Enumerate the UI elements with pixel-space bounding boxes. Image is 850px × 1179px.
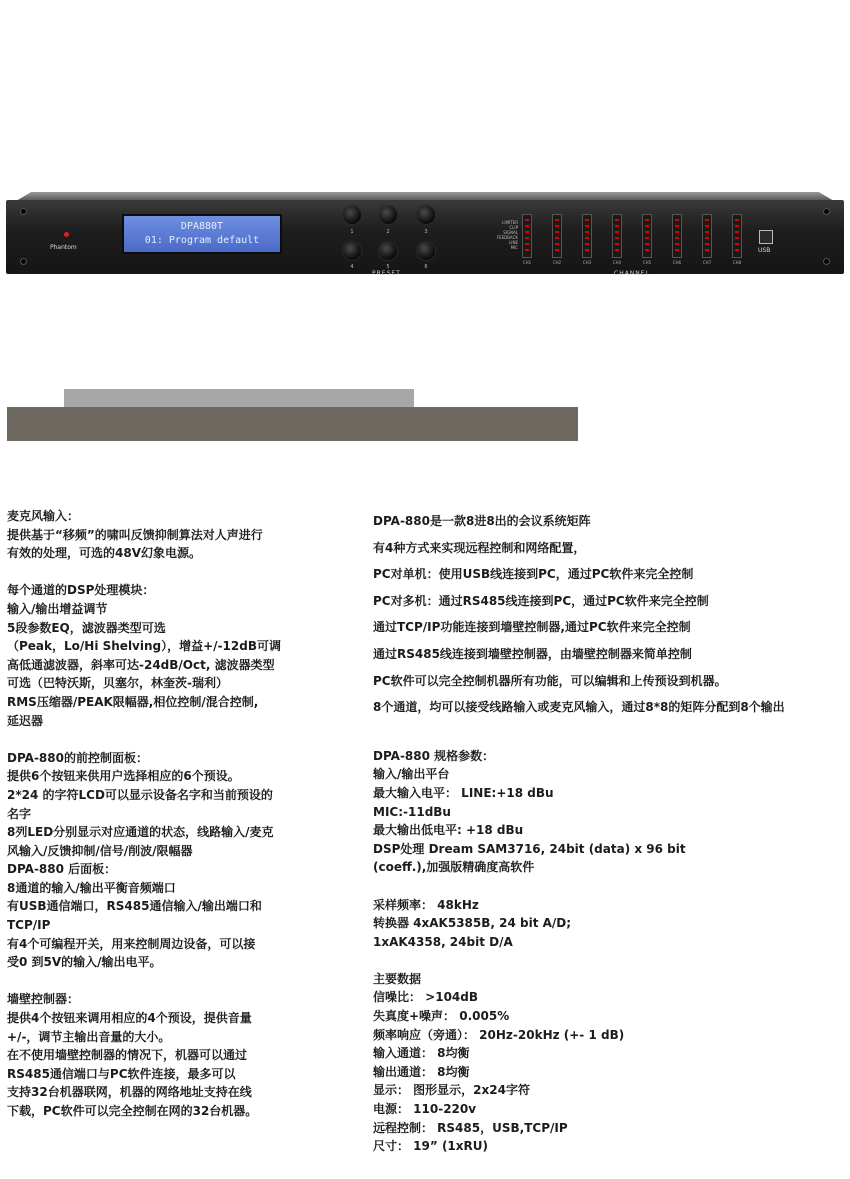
main-data-line: 输入通道： 8均衡 <box>373 1046 470 1061</box>
channel-meter <box>672 214 682 258</box>
meter-legend-item: LINE <box>509 240 518 245</box>
preset-number: 5 <box>386 264 390 270</box>
preset-button-4 <box>343 242 361 260</box>
meter-legend-item: LIMITER <box>502 220 518 225</box>
meter-led <box>615 231 619 233</box>
meter-led <box>735 249 739 251</box>
rack-hole <box>20 208 27 215</box>
preset-button-2 <box>379 206 397 224</box>
left-column <box>7 507 342 1121</box>
front-panel-line: 2*24 的字符LCD可以显示设备名字和当前预设的 <box>7 787 273 802</box>
meter-led <box>645 225 649 227</box>
channel-name: CH4 <box>612 260 622 265</box>
dsp-line: 输入/输出增益调节 <box>7 601 108 616</box>
dsp-line: 延迟器 <box>7 713 44 728</box>
meter-led <box>615 219 619 221</box>
dsp-line: RMS压缩器/PEAK限幅器,相位控制/混合控制, <box>7 694 259 709</box>
meter-led <box>735 219 739 221</box>
meter-led <box>555 219 559 221</box>
rear-panel-line: 有USB通信端口，RS485通信输入/输出端口和 <box>7 899 262 914</box>
meter-led <box>675 237 679 239</box>
dsp-heading: 每个通道的DSP处理模块： <box>7 583 155 598</box>
intro-line: 通过RS485线连接到墙壁控制器，由墙壁控制器来简单控制 <box>373 646 692 661</box>
intro-block <box>373 508 850 721</box>
meter-led <box>615 249 619 251</box>
meter-led <box>705 219 709 221</box>
spec-block <box>373 747 850 1156</box>
channel-name: CH2 <box>552 260 562 265</box>
front-panel-line: 提供6个按钮来供用户选择相应的6个预设。 <box>7 769 240 784</box>
meter-led <box>555 237 559 239</box>
wall-controller-line: 在不使用墙壁控制器的情况下，机器可以通过 <box>7 1048 248 1063</box>
intro-line: DPA-880是一款8进8出的会议系统矩阵 <box>373 514 591 528</box>
channel-name: CH5 <box>642 260 652 265</box>
wall-controller-line: 支持32台机器联网，机器的网络地址支持在线 <box>7 1085 252 1100</box>
channel-meter <box>702 214 712 258</box>
rear-panel-line: 有4个可编程开关，用来控制周边设备，可以接 <box>7 936 256 951</box>
meter-led <box>675 243 679 245</box>
channel-meter <box>552 214 562 258</box>
meter-led <box>615 237 619 239</box>
channel-name: CH1 <box>522 260 532 265</box>
meter-led <box>705 231 709 233</box>
meter-led <box>555 231 559 233</box>
meter-led <box>645 219 649 221</box>
rack-hole <box>823 258 830 265</box>
phantom-label: Phantom <box>50 244 77 251</box>
preset-number: 6 <box>424 264 428 270</box>
spec-line: DSP处理 Dream SAM3716, 24bit (data) x 96 bit <box>373 841 686 856</box>
channel-name: CH6 <box>672 260 682 265</box>
rack-hole <box>823 208 830 215</box>
lcd-line-2: 01: Program default <box>144 235 260 246</box>
channel-meter <box>642 214 652 258</box>
meter-led <box>735 231 739 233</box>
main-data-line: 尺寸： 19” (1xRU) <box>373 1139 488 1154</box>
meter-led <box>525 225 529 227</box>
meter-led <box>705 225 709 227</box>
rack-hole <box>20 258 27 265</box>
meter-led <box>675 249 679 251</box>
channel-meter <box>582 214 592 258</box>
wall-controller-line: RS485通信端口与PC软件连接，最多可以 <box>7 1066 236 1081</box>
intro-line: PC软件可以完全控制机器所有功能，可以编辑和上传预设到机器。 <box>373 673 727 688</box>
mic-line: 提供基于“移频”的啸叫反馈抑制算法对人声进行 <box>7 527 263 542</box>
channel-name: CH7 <box>702 260 712 265</box>
preset-button-6 <box>417 242 435 260</box>
meter-led <box>645 243 649 245</box>
meter-led <box>525 219 529 221</box>
meter-led <box>705 243 709 245</box>
spec-line: MIC:-11dBu <box>373 804 451 819</box>
wall-controller-line: +/-，调节主输出音量的大小。 <box>7 1029 171 1044</box>
intro-line: 有4种方式来实现远程控制和网络配置， <box>373 540 586 555</box>
meter-led <box>705 237 709 239</box>
front-panel-line: 8列LED分别显示对应通道的状态，线路输入/麦克 <box>7 825 274 840</box>
channel-meter <box>612 214 622 258</box>
meter-legend <box>486 220 518 250</box>
main-data-heading: 主要数据 <box>373 971 422 986</box>
meter-led <box>585 219 589 221</box>
meter-led <box>615 243 619 245</box>
dsp-line: 可选（巴特沃斯，贝塞尔，林奎茨-瑞利） <box>7 676 228 691</box>
meter-legend-item: SIGNAL <box>503 230 518 235</box>
meter-led <box>705 249 709 251</box>
meter-led <box>525 249 529 251</box>
channel-meter <box>522 214 532 258</box>
dsp-line: 5段参数EQ，滤波器类型可选 <box>7 620 166 635</box>
meter-led <box>585 237 589 239</box>
front-panel-line: 风输入/反馈抑制/信号/削波/限幅器 <box>7 843 193 858</box>
rear-panel-line: 受0 到5V的输入/输出电平。 <box>7 955 162 970</box>
preset-button-1 <box>343 206 361 224</box>
channel-label: CHANNEL <box>614 270 650 277</box>
main-data-line: 频率响应（旁通）： 20Hz-20kHz (+- 1 dB) <box>373 1027 625 1042</box>
sampling-line: 转换器 4xAK5385B, 24 bit A/D; <box>373 916 572 931</box>
meter-led <box>525 231 529 233</box>
main-data-line: 失真度+噪声： 0.005% <box>373 1009 510 1024</box>
rear-panel-heading: DPA-880 后面板： <box>7 862 117 877</box>
meter-led <box>555 243 559 245</box>
channel-name: CH3 <box>582 260 592 265</box>
meter-led <box>585 225 589 227</box>
main-data-line: 远程控制： RS485，USB,TCP/IP <box>373 1120 568 1135</box>
preset-number: 3 <box>424 229 428 235</box>
intro-line: 8个通道，均可以接受线路输入或麦克风输入，通过8*8的矩阵分配到8个输出 <box>373 700 785 715</box>
spec-line: 输入/输出平台 <box>373 767 450 782</box>
wall-controller-line: 下载，PC软件可以完全控制在网的32台机器。 <box>7 1104 258 1118</box>
preset-number: 2 <box>386 229 390 235</box>
front-panel-line: 名字 <box>7 806 32 821</box>
preset-label: PRESET <box>372 270 401 277</box>
spec-line: 最大输入电平： LINE:+18 dBu <box>373 785 554 800</box>
lcd-display <box>122 214 282 254</box>
meter-led <box>675 219 679 221</box>
section-bar-dark <box>7 407 578 441</box>
usb-port-icon <box>759 230 773 244</box>
meter-led <box>585 231 589 233</box>
front-panel-heading: DPA-880的前控制面板： <box>7 750 148 765</box>
section-bar-light <box>64 389 414 407</box>
preset-number: 4 <box>350 264 354 270</box>
rear-panel-line: TCP/IP <box>7 918 51 933</box>
preset-button-3 <box>417 206 435 224</box>
channel-meter <box>732 214 742 258</box>
meter-led <box>585 249 589 251</box>
preset-button-5 <box>379 242 397 260</box>
meter-led <box>645 231 649 233</box>
meter-led <box>585 243 589 245</box>
dsp-line: 高低通滤波器，斜率可达-24dB/Oct, 滤波器类型 <box>7 657 275 672</box>
meter-led <box>675 231 679 233</box>
device-faceplate <box>6 200 844 277</box>
mic-heading: 麦克风输入： <box>7 509 80 523</box>
main-data-line: 信噪比： >104dB <box>373 990 479 1005</box>
meter-led <box>675 225 679 227</box>
meter-led <box>735 237 739 239</box>
device-front-panel <box>6 192 844 277</box>
preset-number: 1 <box>350 229 354 235</box>
meter-led <box>555 249 559 251</box>
sampling-line: 采样频率： 48kHz <box>373 897 479 912</box>
rear-panel-line: 8通道的输入/输出平衡音频端口 <box>7 880 176 895</box>
meter-led <box>615 225 619 227</box>
meter-led <box>525 243 529 245</box>
usb-label: USB <box>758 247 771 254</box>
main-data-line: 电源： 110-220v <box>373 1102 477 1117</box>
intro-line: 通过TCP/IP功能连接到墙壁控制器,通过PC软件来完全控制 <box>373 620 691 635</box>
wall-controller-heading: 墙壁控制器： <box>7 992 80 1007</box>
mic-line: 有效的处理，可选的48V幻象电源。 <box>7 546 201 561</box>
meter-led <box>735 243 739 245</box>
meter-led <box>645 249 649 251</box>
phantom-led <box>64 232 69 237</box>
main-data-line: 输出通道： 8均衡 <box>373 1064 470 1079</box>
meter-legend-item: CLIP <box>509 225 518 230</box>
spec-heading: DPA-880 规格参数： <box>373 748 495 763</box>
intro-line: PC对单机：使用USB线连接到PC，通过PC软件来完全控制 <box>373 567 694 582</box>
dsp-line: （Peak，Lo/Hi Shelving），增益+/-12dB可调 <box>7 639 281 654</box>
meter-led <box>735 225 739 227</box>
spec-line: 最大输出低电平: +18 dBu <box>373 823 524 838</box>
channel-name: CH8 <box>732 260 742 265</box>
meter-legend-item: MIC <box>510 245 518 250</box>
meter-legend-item: FEEDBACK <box>496 235 518 240</box>
right-column <box>373 508 850 1156</box>
meter-led <box>645 237 649 239</box>
meter-led <box>525 237 529 239</box>
main-data-line: 显示： 图形显示，2x24字符 <box>373 1083 530 1098</box>
spec-line: (coeff.),加强版精确度高软件 <box>373 860 535 875</box>
meter-led <box>555 225 559 227</box>
wall-controller-line: 提供4个按钮来调用相应的4个预设，提供音量 <box>7 1011 252 1026</box>
sampling-line: 1xAK4358, 24bit D/A <box>373 934 513 949</box>
intro-line: PC对多机：通过RS485线连接到PC，通过PC软件来完全控制 <box>373 593 709 608</box>
lcd-line-1: DPA880T <box>180 221 224 232</box>
